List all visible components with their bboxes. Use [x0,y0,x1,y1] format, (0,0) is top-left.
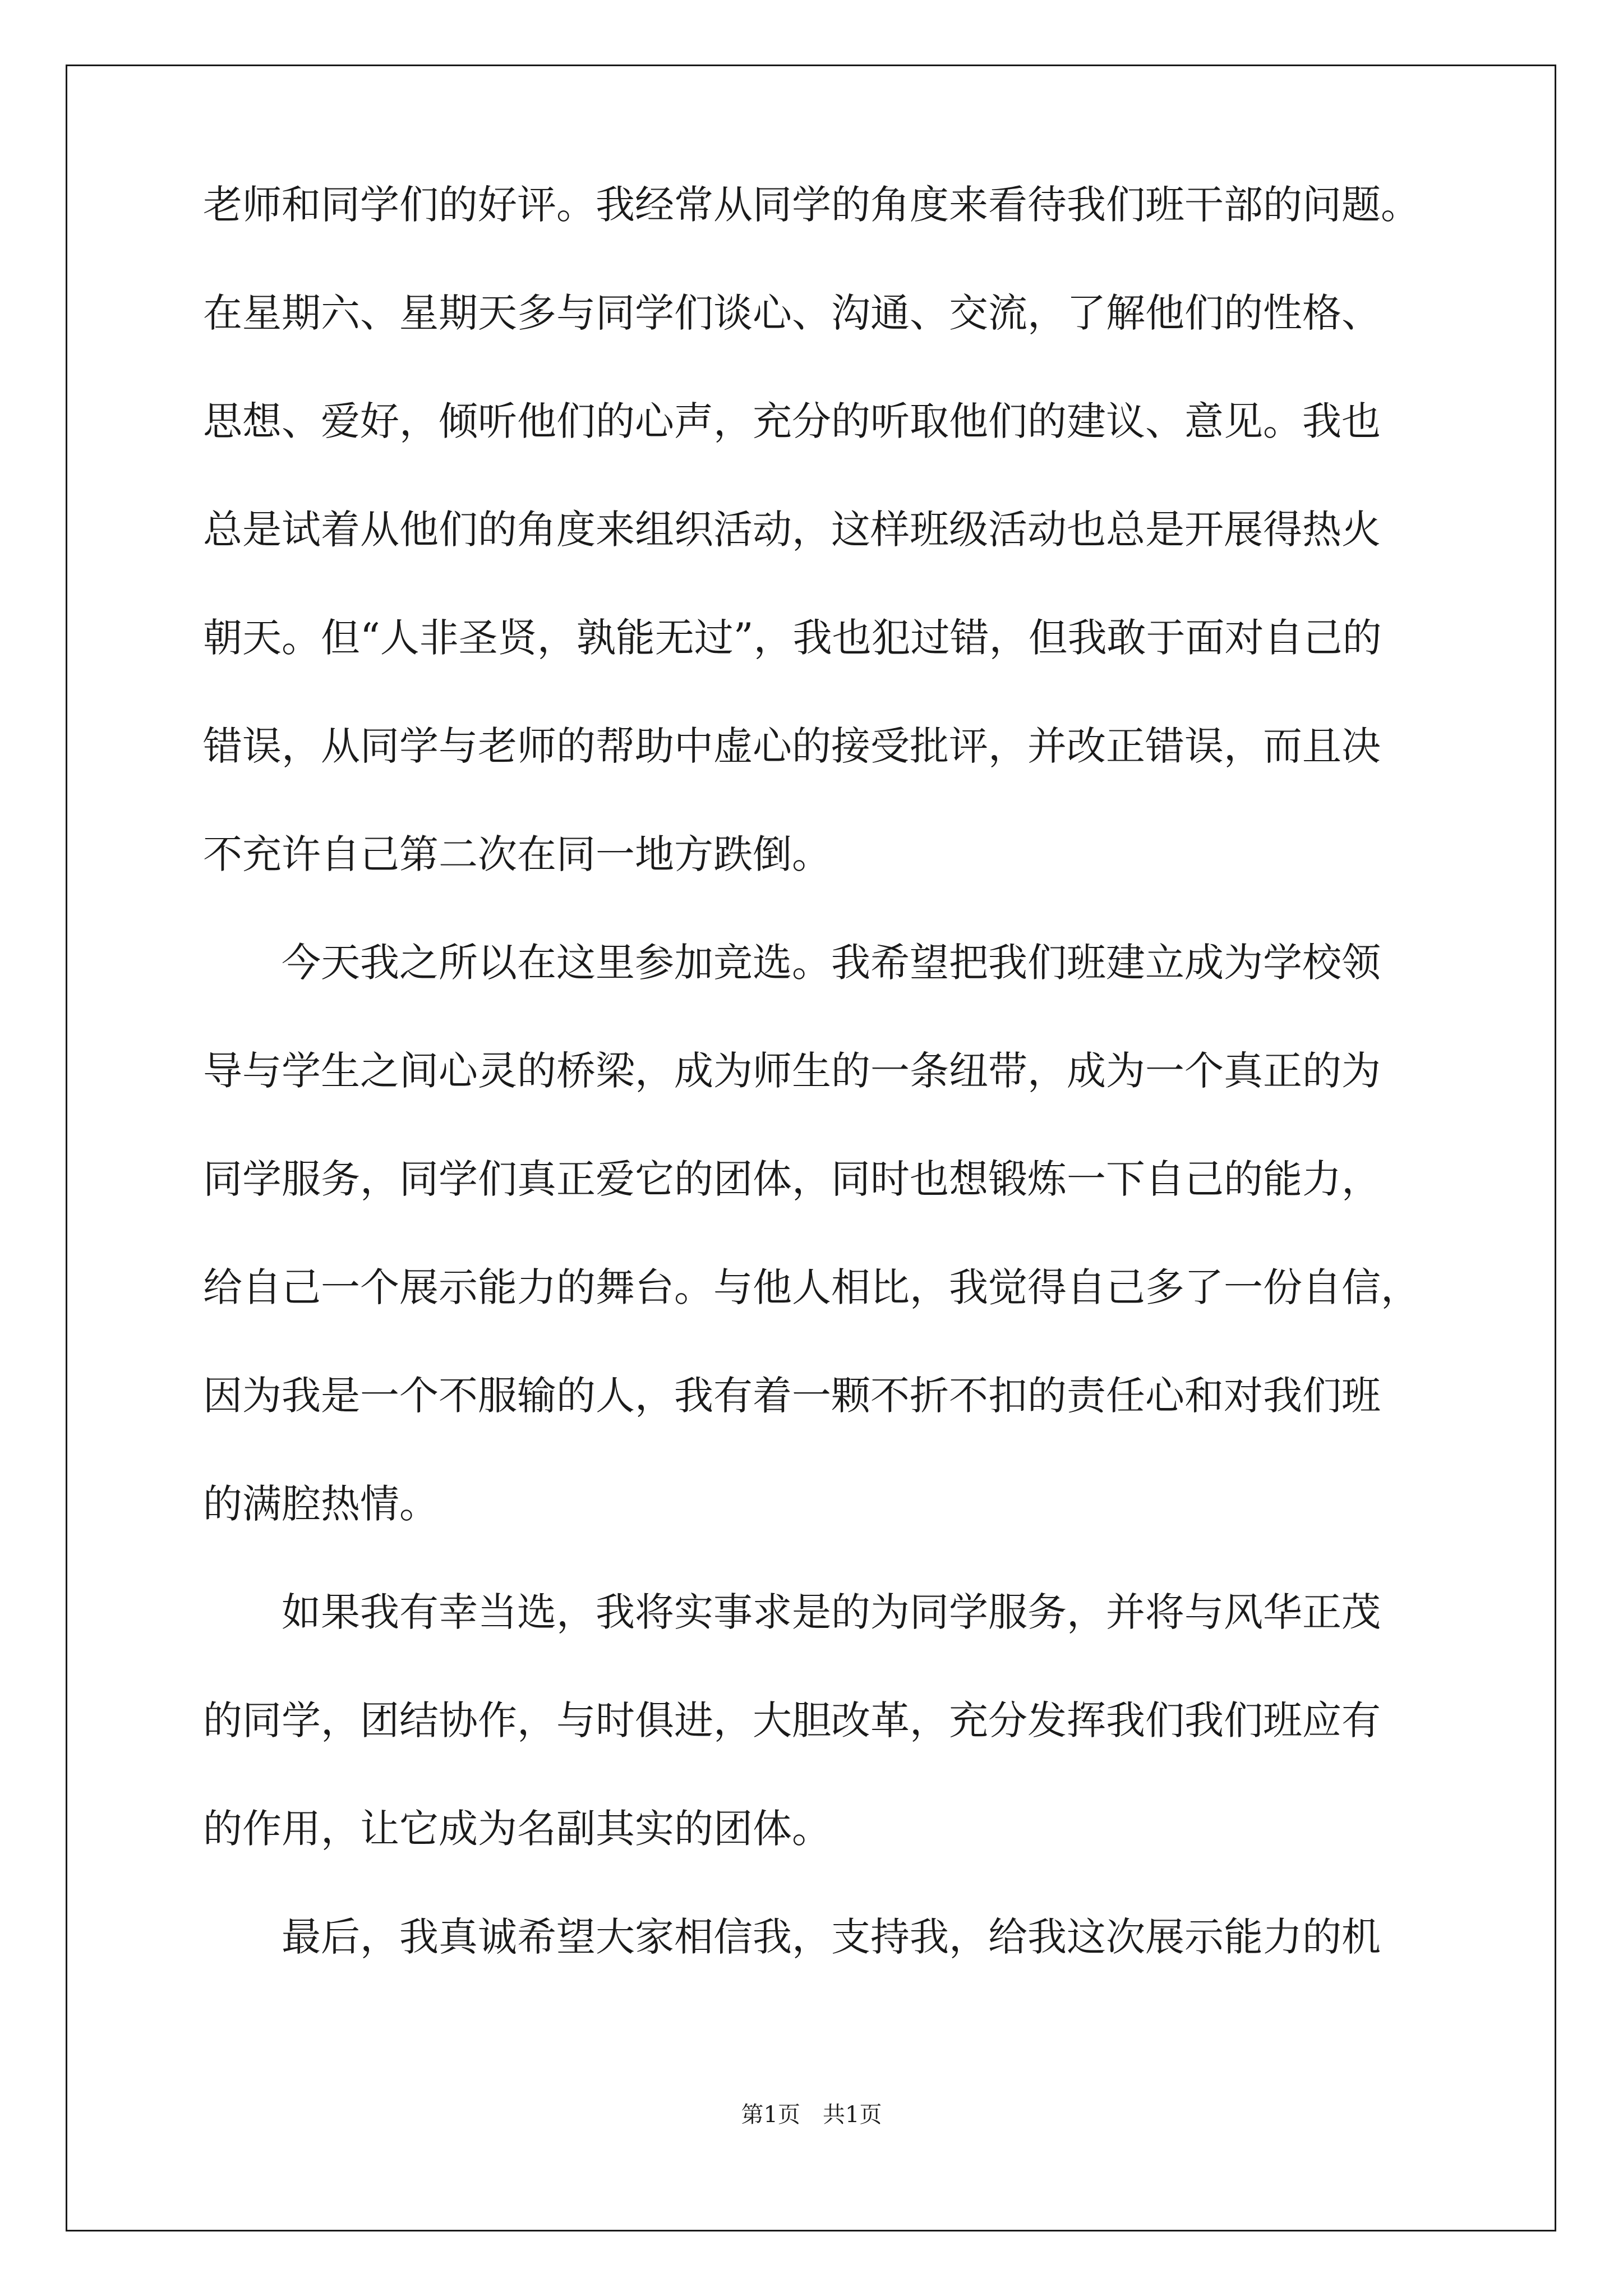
text-line: 的同学，团结协作，与时俱进，大胆改革，充分发挥我们我们班应有 [203,1697,1381,1743]
text-line: 不充许自己第二次在同一地方跌倒。 [203,831,831,877]
text-line: 朝天。但“人非圣贤，孰能无过”，我也犯过错，但我敢于面对自己的 [203,615,1382,661]
text-line: 在星期六、星期天多与同学们谈心、沟通、交流，了解他们的性格、 [203,290,1381,336]
text-line: 导与学生之间心灵的桥梁，成为师生的一条纽带，成为一个真正的为 [203,1048,1381,1094]
text-line: 因为我是一个不服输的人，我有着一颗不折不扣的责任心和对我们班 [203,1373,1381,1419]
text-line: 给自己一个展示能力的舞台。与他人相比，我觉得自己多了一份自信， [203,1264,1420,1310]
text-line: 总是试着从他们的角度来组织活动，这样班级活动也总是开展得热火 [203,507,1381,553]
text-line: 思想、爱好，倾听他们的心声，充分的听取他们的建议、意见。我也 [203,398,1381,444]
text-line: 的作用，让它成为名副其实的团体。 [203,1806,831,1852]
page-border [66,65,1556,2231]
paragraph-start-line: 最后，我真诚希望大家相信我，支持我，给我这次展示能力的机 [282,1914,1381,1960]
text-line: 错误，从同学与老师的帮助中虚心的接受批评，并改正错误，而且决 [203,723,1381,769]
paragraph-start-line: 今天我之所以在这里参加竞选。我希望把我们班建立成为学校领 [282,940,1381,986]
text-line: 老师和同学们的好评。我经常从同学的角度来看待我们班干部的问题。 [203,182,1420,228]
page-number-footer: 第1页 共1页 [741,2102,882,2128]
paragraph-start-line: 如果我有幸当选，我将实事求是的为同学服务，并将与风华正茂 [282,1589,1381,1635]
text-line: 的满腔热情。 [203,1481,439,1527]
text-line: 同学服务，同学们真正爱它的团体，同时也想锻炼一下自己的能力， [203,1156,1381,1202]
